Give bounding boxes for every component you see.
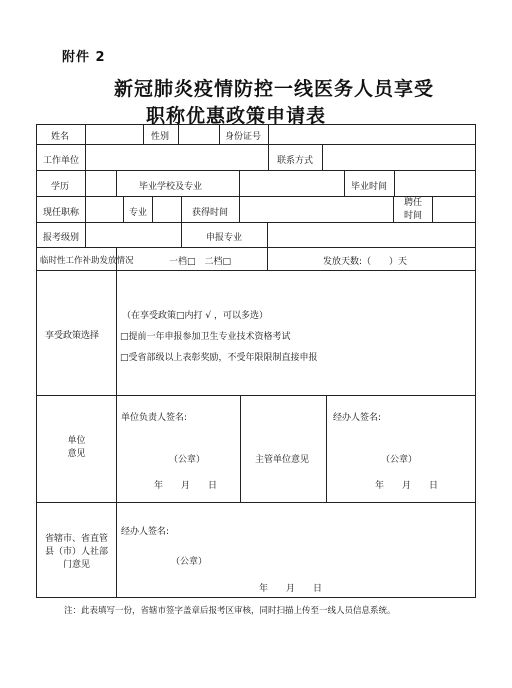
supervisor-opinion-label-cell [240,395,327,503]
unit-head-signature: 单位负责人签名: [121,413,188,423]
supervisor-seal: （公章） [381,455,418,465]
current-title-field[interactable] [85,196,124,223]
unit-opinion-label: 单位 意见 [67,436,86,459]
work-unit-label-cell [36,144,86,171]
specialty-label-cell [123,196,153,223]
id-number-field[interactable] [268,124,476,145]
id-number-label-cell [219,124,269,145]
hr-handler-signature: 经办人签名: [121,527,170,537]
education-label: 学历 [51,182,70,192]
apply-major-label: 申报专业 [206,233,243,243]
tier-options[interactable]: 一档□ 二档□ [169,257,232,267]
supervisor-opinion-label: 主管单位意见 [255,455,310,465]
gender-label-cell [143,124,179,145]
form-title-line2: 职称优惠政策申请表 [145,105,326,127]
exam-level-label: 报考级别 [43,233,80,243]
education-label-cell [36,170,86,197]
appoint-time-label: 聘任 时间 [403,198,422,221]
education-field[interactable] [85,170,117,197]
grad-time-label: 毕业时间 [351,182,388,192]
footnote: 注：此表填写一份，省辖市签字盖章后报考区审核，同时扫描上传至一线人员信息系统。 [64,606,396,616]
apply-major-label-cell [181,222,268,248]
policy-choice-label-cell [36,270,117,396]
name-label-cell [36,124,86,145]
payment-days[interactable]: 发放天数:（ ）天 [323,257,408,267]
grad-time-field[interactable] [394,170,476,197]
hr-opinion-label-cell [36,502,117,598]
supervisor-date: 年 月 日 [375,481,439,491]
subsidy-label: 临时性工作补助发放情况 [40,256,134,266]
grad-time-label-cell [344,170,395,197]
specialty-field[interactable] [152,196,182,223]
unit-opinion-label-cell [36,395,117,503]
contact-field[interactable] [322,144,476,171]
current-title-label: 现任职称 [43,208,80,218]
contact-label: 联系方式 [277,156,314,166]
id-number-label: 身份证号 [225,132,262,142]
supervisor-opinion-cell[interactable] [326,395,476,503]
gender-label: 性别 [151,132,170,142]
specialty-label: 专业 [129,208,148,218]
unit-seal: （公章） [169,455,206,465]
appoint-time-field[interactable] [432,196,476,223]
apply-major-field[interactable] [267,222,476,248]
name-label: 姓名 [51,132,70,142]
unit-date: 年 月 日 [154,481,218,491]
subsidy-label-cell [36,247,134,271]
payment-days-cell[interactable] [267,247,476,271]
name-field[interactable] [85,124,144,145]
policy-hint: （在享受政策□内打 √ ，可以多选） [122,311,268,321]
hr-date: 年 月 日 [259,584,323,594]
hr-opinion-label: 省辖市、省直管 县（市）人社部 门意见 [44,534,108,570]
school-major-label-cell [116,170,240,197]
policy-option-early-exam[interactable]: □提前一年申报参加卫生专业技术资格考试 [120,332,291,342]
policy-options-cell[interactable] [116,270,476,396]
attachment-label: 附件 2 [62,50,106,65]
supervisor-handler-signature: 经办人签名: [333,413,382,423]
school-major-field[interactable] [239,170,345,197]
exam-level-field[interactable] [85,222,182,248]
unit-opinion-cell[interactable] [116,395,241,503]
appoint-time-label-cell [393,196,433,223]
obtained-time-label: 获得时间 [192,208,229,218]
policy-choice-label: 享受政策选择 [45,331,100,341]
obtained-time-label-cell [181,196,240,223]
gender-field[interactable] [178,124,220,145]
policy-option-award[interactable]: □受省部级以上表彰奖励，不受年限限制直接申报 [120,353,318,363]
school-major-label: 毕业学校及专业 [139,182,203,192]
work-unit-field[interactable] [85,144,269,171]
exam-level-label-cell [36,222,86,248]
work-unit-label: 工作单位 [43,156,80,166]
contact-label-cell [268,144,323,171]
tier-options-cell[interactable] [116,247,268,271]
hr-opinion-cell[interactable] [116,502,476,598]
current-title-label-cell [36,196,86,223]
form-title-line1: 新冠肺炎疫情防控一线医务人员享受 [113,78,434,100]
hr-seal: （公章） [171,557,208,567]
obtained-time-field[interactable] [239,196,394,223]
